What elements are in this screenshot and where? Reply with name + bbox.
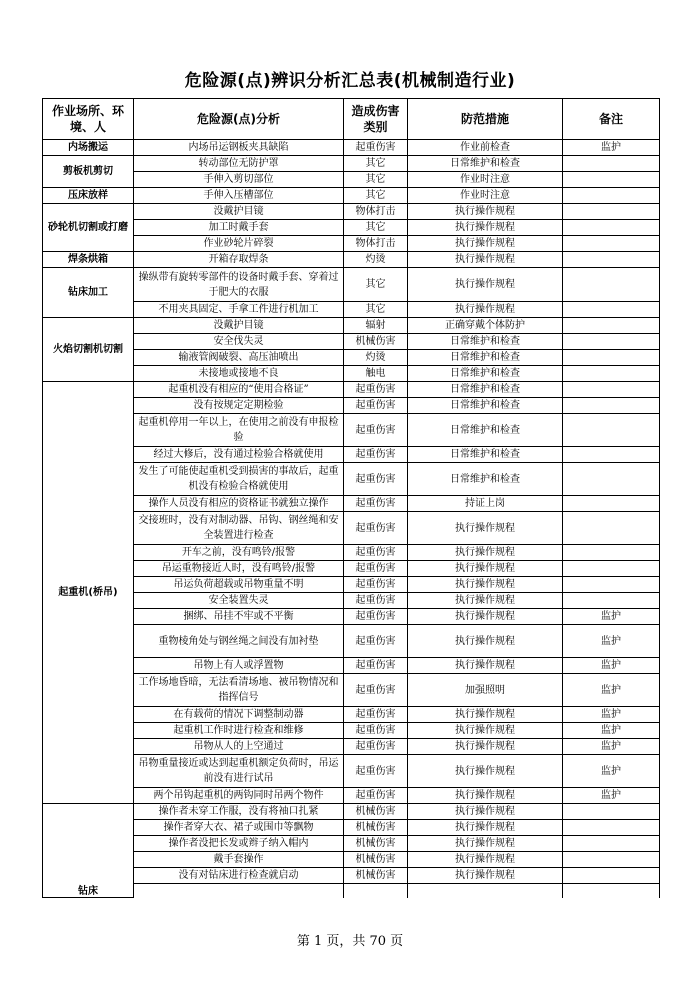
measure-cell: 执行操作规程: [408, 512, 563, 545]
hazard-cell: 操纵带有旋转零部件的设备时戴手套、穿着过于肥大的衣服: [134, 268, 344, 302]
location-cell: 钻床: [43, 804, 134, 898]
measure-cell: 执行操作规程: [408, 204, 563, 220]
hazard-cell: 戴手套操作: [134, 852, 344, 868]
measure-cell: 持证上岗: [408, 496, 563, 512]
table-row: [43, 382, 660, 398]
measure-cell: 日常维护和检查: [408, 382, 563, 398]
empty-cell: [344, 884, 408, 898]
header-harm-type: 造成伤害类别: [344, 99, 408, 140]
harm-type-cell: 起重伤害: [344, 414, 408, 447]
note-cell: 监护: [563, 755, 660, 788]
hazard-cell: 手伸入压槽部位: [134, 188, 344, 204]
harm-type-cell: 辐射: [344, 318, 408, 334]
note-cell: [563, 302, 660, 318]
table-row: [43, 820, 660, 836]
note-cell: [563, 188, 660, 204]
table-row: [43, 140, 660, 156]
table-row: [43, 561, 660, 577]
table-row: [43, 593, 660, 609]
table-row: [43, 220, 660, 236]
harm-type-cell: 机械伤害: [344, 852, 408, 868]
header-measures: 防范措施: [408, 99, 563, 140]
harm-type-cell: 起重伤害: [344, 707, 408, 723]
note-cell: 监护: [563, 788, 660, 804]
harm-type-cell: 起重伤害: [344, 463, 408, 496]
measure-cell: 日常维护和检查: [408, 398, 563, 414]
note-cell: [563, 561, 660, 577]
harm-type-cell: 物体打击: [344, 204, 408, 220]
header-notes: 备注: [563, 99, 660, 140]
note-cell: 监护: [563, 140, 660, 156]
measure-cell: 作业时注意: [408, 172, 563, 188]
table-row: [43, 852, 660, 868]
table-row: [43, 739, 660, 755]
note-cell: [563, 868, 660, 884]
hazard-cell: 吊运负荷超载或吊物重量不明: [134, 577, 344, 593]
table-row: [43, 658, 660, 674]
table-row: [43, 545, 660, 561]
empty-cell: [408, 884, 563, 898]
table-row: [43, 755, 660, 788]
note-cell: [563, 820, 660, 836]
hazard-cell: 输液管阀破裂、高压油喷出: [134, 350, 344, 366]
table-row: [43, 625, 660, 658]
harm-type-cell: 机械伤害: [344, 804, 408, 820]
table-row: [43, 204, 660, 220]
note-cell: [563, 577, 660, 593]
harm-type-cell: 其它: [344, 268, 408, 302]
harm-type-cell: 起重伤害: [344, 755, 408, 788]
note-cell: [563, 252, 660, 268]
harm-type-cell: 其它: [344, 188, 408, 204]
hazard-cell: 经过大修后，没有通过检验合格就使用: [134, 447, 344, 463]
harm-type-cell: 起重伤害: [344, 561, 408, 577]
hazard-cell: 吊物从人的上空通过: [134, 739, 344, 755]
location-cell: 剪板机剪切: [43, 156, 134, 188]
hazard-cell: 吊物上有人或浮置物: [134, 658, 344, 674]
note-cell: [563, 852, 660, 868]
measure-cell: 执行操作规程: [408, 609, 563, 625]
note-cell: 监护: [563, 658, 660, 674]
table-row: [43, 463, 660, 496]
hazard-cell: 重物棱角处与钢丝绳之间没有加衬垫: [134, 625, 344, 658]
hazard-cell: 没有对钻床进行检查就启动: [134, 868, 344, 884]
harm-type-cell: 机械伤害: [344, 820, 408, 836]
measure-cell: 日常维护和检查: [408, 334, 563, 350]
hazard-cell: 操作人员没有相应的资格证书就独立操作: [134, 496, 344, 512]
header-row: [43, 99, 660, 140]
hazard-cell: 加工时戴手套: [134, 220, 344, 236]
note-cell: [563, 447, 660, 463]
table-row: [43, 674, 660, 707]
note-cell: [563, 512, 660, 545]
harm-type-cell: 起重伤害: [344, 545, 408, 561]
harm-type-cell: 起重伤害: [344, 496, 408, 512]
table-row: [43, 302, 660, 318]
hazard-cell: 发生了可能使起重机受到损害的事故后，起重机没有检验合格就使用: [134, 463, 344, 496]
table-row: [43, 609, 660, 625]
hazard-cell: 吊物重量接近或达到起重机额定负荷时，吊运前没有进行试吊: [134, 755, 344, 788]
table-row: [43, 318, 660, 334]
harm-type-cell: 起重伤害: [344, 723, 408, 739]
measure-cell: 作业前检查: [408, 140, 563, 156]
measure-cell: 执行操作规程: [408, 577, 563, 593]
measure-cell: 执行操作规程: [408, 220, 563, 236]
empty-cell: [134, 884, 344, 898]
measure-cell: 日常维护和检查: [408, 366, 563, 382]
hazard-cell: 转动部位无防护罩: [134, 156, 344, 172]
measure-cell: 执行操作规程: [408, 804, 563, 820]
hazard-cell: 两个吊钩起重机的两钩同时吊两个物件: [134, 788, 344, 804]
table-row: [43, 350, 660, 366]
harm-type-cell: 灼烫: [344, 252, 408, 268]
table-row: [43, 447, 660, 463]
table-row: [43, 252, 660, 268]
table-row: [43, 414, 660, 447]
header-location: 作业场所、环境、人: [43, 99, 134, 140]
table-row: [43, 398, 660, 414]
measure-cell: 加强照明: [408, 674, 563, 707]
hazard-cell: 作业砂轮片碎裂: [134, 236, 344, 252]
hazard-cell: 工作场地昏暗，无法看清场地、被吊物情况和指挥信号: [134, 674, 344, 707]
harm-type-cell: 起重伤害: [344, 658, 408, 674]
note-cell: [563, 463, 660, 496]
hazard-cell: 起重机没有相应的“使用合格证”: [134, 382, 344, 398]
measure-cell: 日常维护和检查: [408, 156, 563, 172]
note-cell: [563, 318, 660, 334]
harm-type-cell: 起重伤害: [344, 674, 408, 707]
note-cell: 监护: [563, 674, 660, 707]
harm-type-cell: 其它: [344, 302, 408, 318]
hazard-cell: 开车之前，没有鸣铃/报警: [134, 545, 344, 561]
table-row: [43, 496, 660, 512]
harm-type-cell: 起重伤害: [344, 577, 408, 593]
table-body: [43, 140, 660, 898]
measure-cell: 执行操作规程: [408, 707, 563, 723]
harm-type-cell: 起重伤害: [344, 140, 408, 156]
measure-cell: 日常维护和检查: [408, 414, 563, 447]
table-row: [43, 172, 660, 188]
harm-type-cell: 灼烫: [344, 350, 408, 366]
hazard-cell: 起重机工作时进行检查和维修: [134, 723, 344, 739]
measure-cell: 执行操作规程: [408, 723, 563, 739]
harm-type-cell: 其它: [344, 172, 408, 188]
measure-cell: 作业时注意: [408, 188, 563, 204]
measure-cell: 执行操作规程: [408, 755, 563, 788]
hazard-cell: 安全装置失灵: [134, 593, 344, 609]
harm-type-cell: 起重伤害: [344, 382, 408, 398]
note-cell: 监护: [563, 739, 660, 755]
harm-type-cell: 起重伤害: [344, 625, 408, 658]
table-row: [43, 868, 660, 884]
measure-cell: 正确穿戴个体防护: [408, 318, 563, 334]
table-row: [43, 188, 660, 204]
measure-cell: 日常维护和检查: [408, 463, 563, 496]
table-row: [43, 707, 660, 723]
hazard-cell: 操作者未穿工作服，没有将袖口扎紧: [134, 804, 344, 820]
measure-cell: 执行操作规程: [408, 545, 563, 561]
measure-cell: 执行操作规程: [408, 252, 563, 268]
measure-cell: 执行操作规程: [408, 302, 563, 318]
harm-type-cell: 起重伤害: [344, 739, 408, 755]
table-row: [43, 366, 660, 382]
hazard-table: [42, 98, 660, 898]
measure-cell: 执行操作规程: [408, 593, 563, 609]
location-cell: 砂轮机切割或打磨: [43, 204, 134, 252]
note-cell: [563, 545, 660, 561]
harm-type-cell: 起重伤害: [344, 788, 408, 804]
measure-cell: 执行操作规程: [408, 268, 563, 302]
harm-type-cell: 其它: [344, 220, 408, 236]
table-row: [43, 512, 660, 545]
hazard-cell: 没戴护目镜: [134, 204, 344, 220]
hazard-cell: 吊运重物接近人时，没有鸣铃/报警: [134, 561, 344, 577]
header-hazard: 危险源(点)分析: [134, 99, 344, 140]
note-cell: [563, 220, 660, 236]
note-cell: [563, 366, 660, 382]
hazard-cell: 内场吊运钢板夹具缺陷: [134, 140, 344, 156]
measure-cell: 执行操作规程: [408, 625, 563, 658]
note-cell: [563, 836, 660, 852]
location-cell: 焊条烘箱: [43, 252, 134, 268]
hazard-cell: 交接班时，没有对制动器、吊钩、钢丝绳和安全装置进行检查: [134, 512, 344, 545]
table-row: [43, 236, 660, 252]
harm-type-cell: 机械伤害: [344, 836, 408, 852]
measure-cell: 执行操作规程: [408, 658, 563, 674]
hazard-cell: 没戴护目镜: [134, 318, 344, 334]
note-cell: 监护: [563, 625, 660, 658]
note-cell: [563, 334, 660, 350]
table-row: [43, 788, 660, 804]
measure-cell: 执行操作规程: [408, 236, 563, 252]
measure-cell: 日常维护和检查: [408, 350, 563, 366]
hazard-cell: 在有载荷的情况下调整制动器: [134, 707, 344, 723]
location-cell: 火焰切割机切割: [43, 318, 134, 382]
location-cell: 起重机(桥吊): [43, 382, 134, 804]
table-row: [43, 334, 660, 350]
hazard-cell: 未接地或接地不良: [134, 366, 344, 382]
note-cell: [563, 593, 660, 609]
note-cell: [563, 350, 660, 366]
harm-type-cell: 机械伤害: [344, 868, 408, 884]
measure-cell: 执行操作规程: [408, 788, 563, 804]
note-cell: [563, 172, 660, 188]
note-cell: 监护: [563, 609, 660, 625]
measure-cell: 执行操作规程: [408, 836, 563, 852]
table-row: [43, 577, 660, 593]
page-footer: 第 1 页，共 70 页: [296, 934, 404, 949]
table-row: [43, 804, 660, 820]
hazard-cell: 操作者穿大衣、裙子或围巾等飘物: [134, 820, 344, 836]
location-cell: 压床放样: [43, 188, 134, 204]
location-cell: 钻床加工: [43, 268, 134, 318]
note-cell: 监护: [563, 707, 660, 723]
note-cell: 监护: [563, 723, 660, 739]
hazard-cell: 开箱存取焊条: [134, 252, 344, 268]
note-cell: [563, 496, 660, 512]
note-cell: [563, 204, 660, 220]
note-cell: [563, 236, 660, 252]
harm-type-cell: 起重伤害: [344, 398, 408, 414]
measure-cell: 执行操作规程: [408, 739, 563, 755]
hazard-cell: 起重机停用一年以上，在使用之前没有申报检验: [134, 414, 344, 447]
hazard-cell: 操作者没把长发或辫子纳入帽内: [134, 836, 344, 852]
measure-cell: 日常维护和检查: [408, 447, 563, 463]
note-cell: [563, 156, 660, 172]
harm-type-cell: 机械伤害: [344, 334, 408, 350]
harm-type-cell: 起重伤害: [344, 593, 408, 609]
harm-type-cell: 触电: [344, 366, 408, 382]
table-row: [43, 836, 660, 852]
hazard-cell: 捆绑、吊挂不牢或不平衡: [134, 609, 344, 625]
harm-type-cell: 起重伤害: [344, 609, 408, 625]
note-cell: [563, 804, 660, 820]
hazard-cell: 安全伐失灵: [134, 334, 344, 350]
empty-cell: [563, 884, 660, 898]
harm-type-cell: 其它: [344, 156, 408, 172]
table-row: [43, 268, 660, 302]
hazard-cell: 手伸入剪切部位: [134, 172, 344, 188]
note-cell: [563, 382, 660, 398]
note-cell: [563, 398, 660, 414]
note-cell: [563, 268, 660, 302]
measure-cell: 执行操作规程: [408, 852, 563, 868]
table-row: [43, 156, 660, 172]
table-row: [43, 884, 660, 898]
hazard-cell: 没有按规定定期检验: [134, 398, 344, 414]
page-title: 危险源(点)辨识分析汇总表(机械制造行业): [184, 71, 516, 91]
measure-cell: 执行操作规程: [408, 868, 563, 884]
location-cell: 内场搬运: [43, 140, 134, 156]
measure-cell: 执行操作规程: [408, 820, 563, 836]
harm-type-cell: 起重伤害: [344, 447, 408, 463]
table-row: [43, 723, 660, 739]
harm-type-cell: 起重伤害: [344, 512, 408, 545]
harm-type-cell: 物体打击: [344, 236, 408, 252]
hazard-cell: 不用夹具固定、手拿工件进行机加工: [134, 302, 344, 318]
note-cell: [563, 414, 660, 447]
measure-cell: 执行操作规程: [408, 561, 563, 577]
